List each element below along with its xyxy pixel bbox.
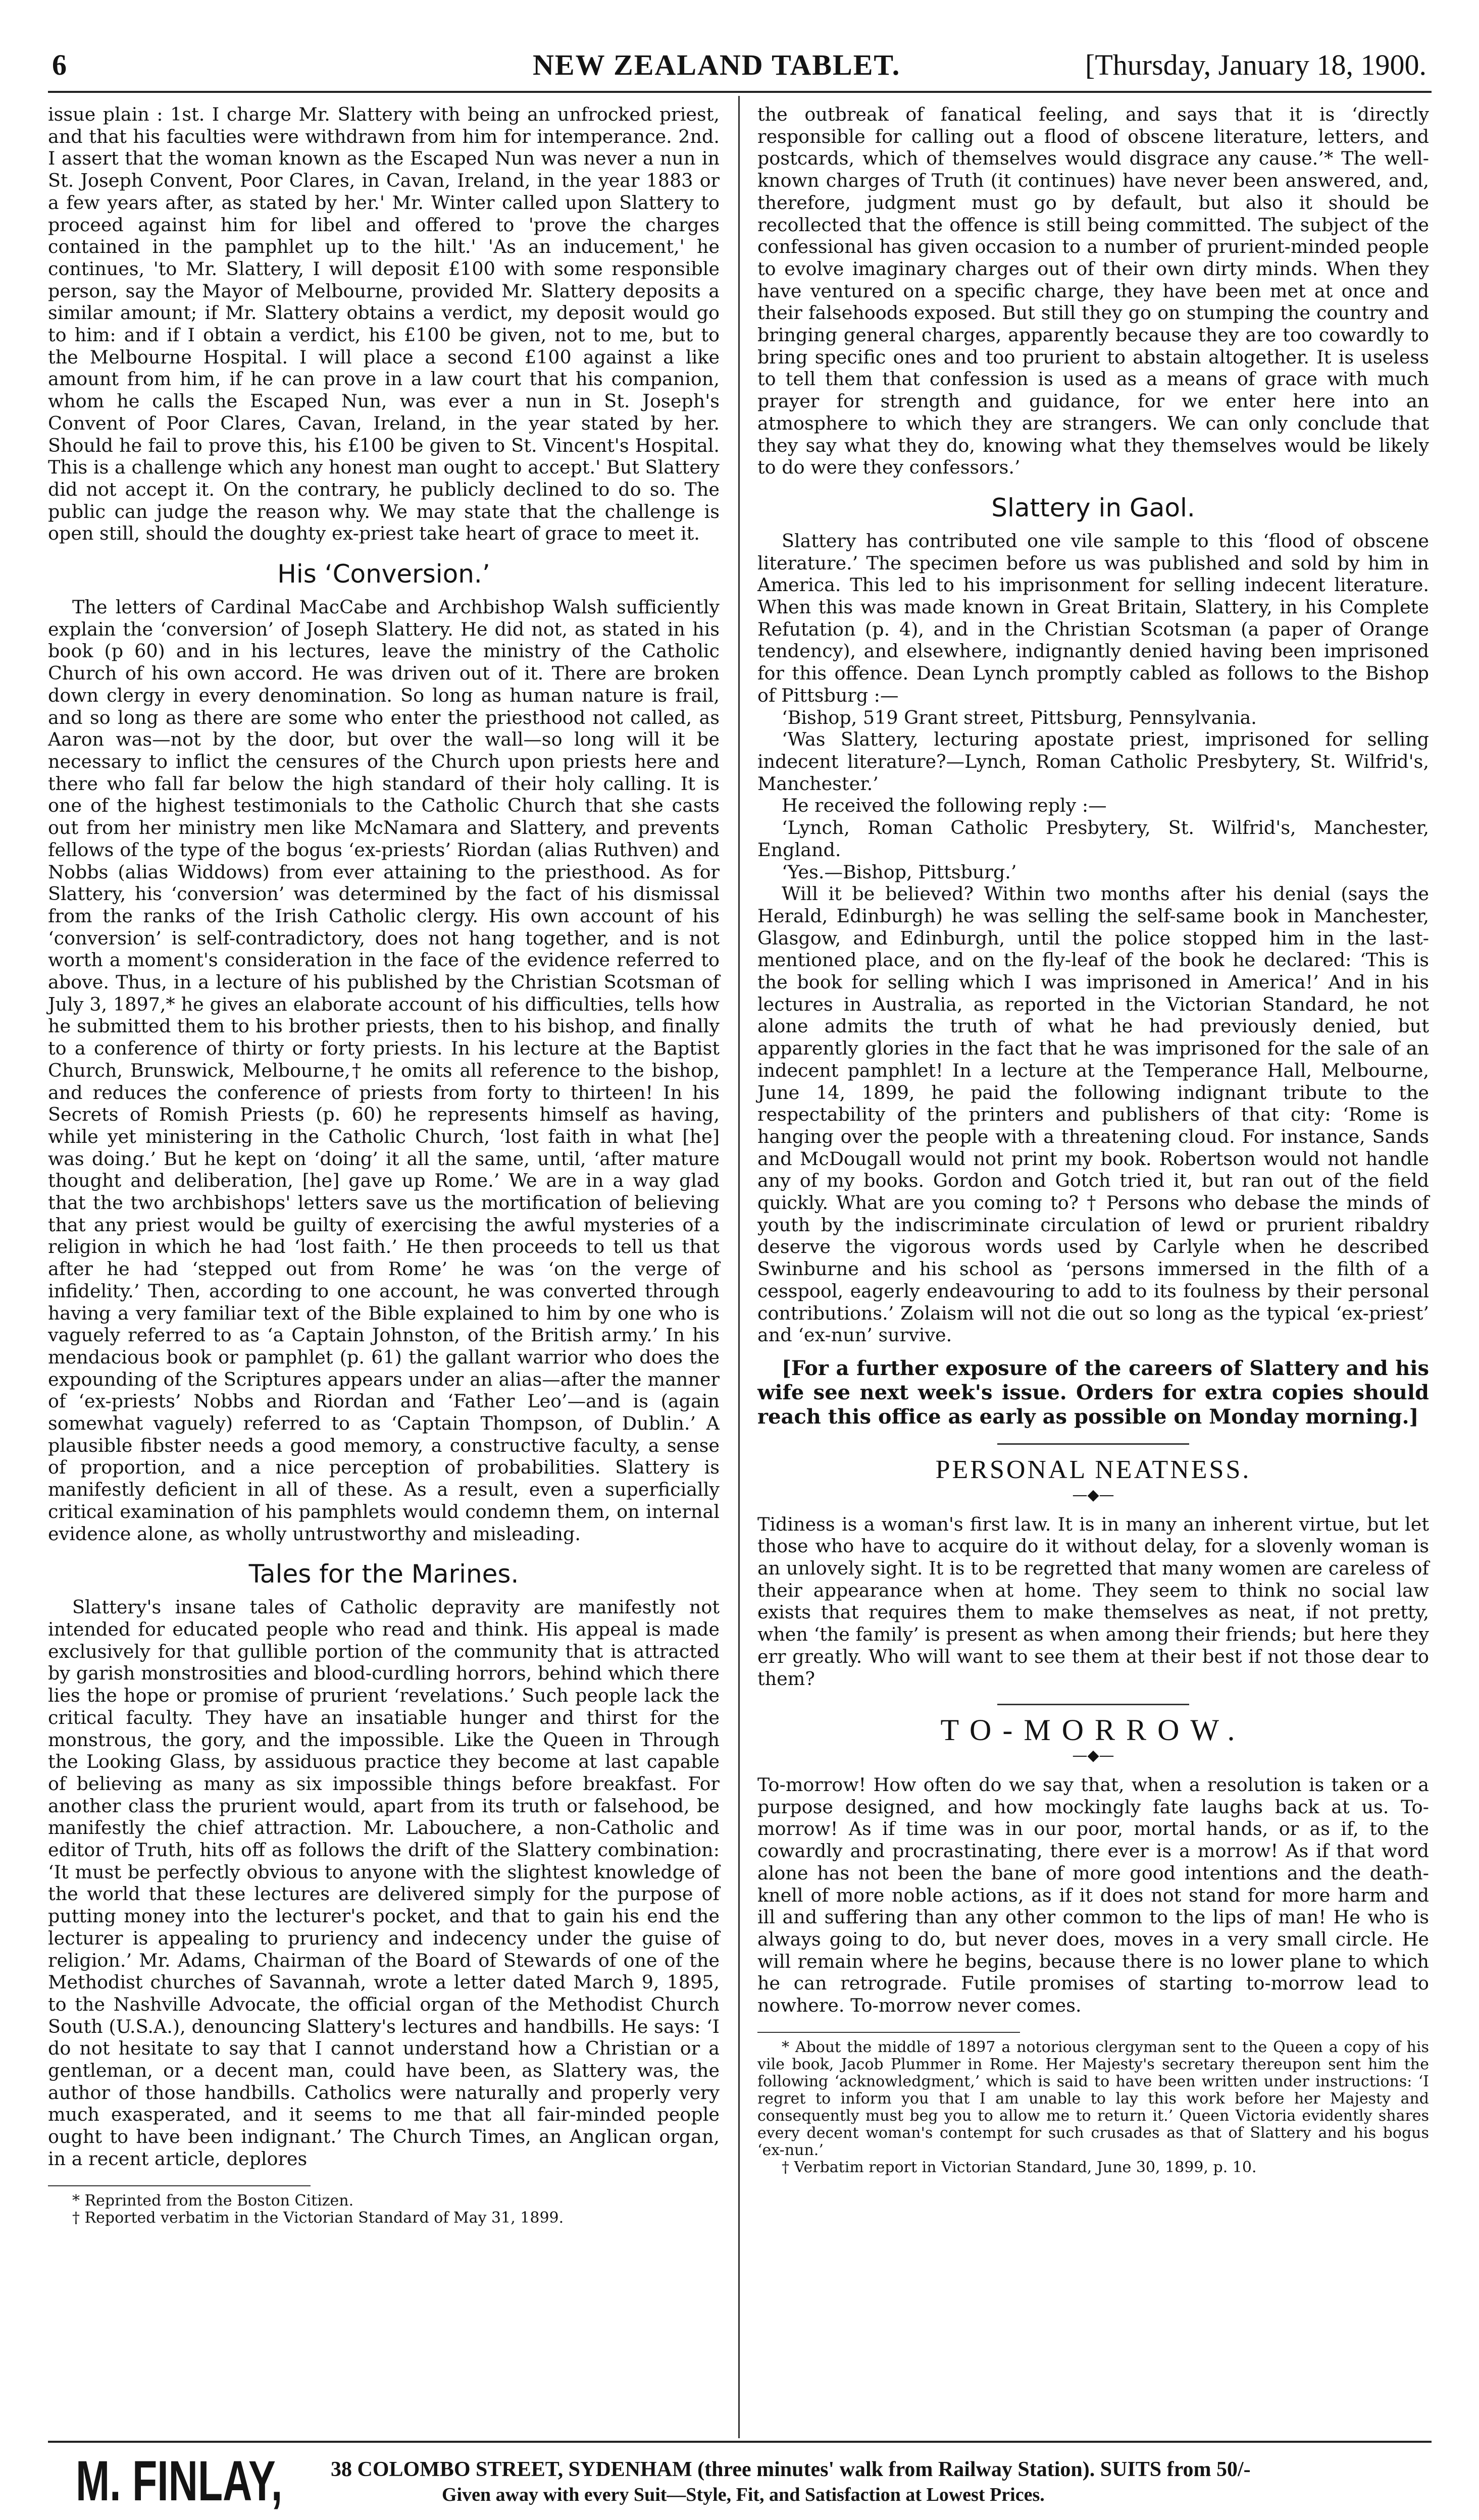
gaol-paragraph: He received the following reply :—: [782, 795, 1107, 817]
gaol-paragraph: ‘Yes.—Bishop, Pittsburg.’: [782, 861, 1017, 883]
section-rule: [997, 1704, 1189, 1705]
marines-heading: Tales for the Marines.: [248, 1559, 519, 1589]
gaol-paragraph: ‘Was Slattery, lecturing apostate priest, imprisoned for selling indecent literature?—Lynch, Roman Catholic Presbytery, St. Wilfrid's, Manchester.’: [757, 728, 1429, 795]
gaol-paragraph: Will it be believed? Within two months after his denial (says the Herald, Edinburgh) he was selling the self-same book in Manchester, Glasgow, and Edinburgh, until the police stopped him in the last-mentioned place, and on the fly-leaf of the book he declared: ‘This is the book for selling which I was imprisoned in America!’ And in his lectures in Australia, as reported in the Victorian Standard, he not alone admits the truth of what he had previously denied, but apparently glories in the fact that he was imprisoned for the sale of an indecent pamphlet! In a lecture at the Temperance Hall, Melbourne, June 14, 1899, he paid the following indignant tribute to the respectability of the printers and publishers of that city: ‘Rome is hanging over the people with a threatening cloud. For instance, Sands and McDougall would not print my book. Robertson would not handle any of my books. Gordon and Gotch tried it, but ran out of the field quickly. What are you coming to? † Persons who debase the minds of youth by the indiscriminate circulation of lewd or prurient ribaldry deserve the vigorous words used by Carlyle when he described Swinburne and his school as ‘persons immersed in the filth of a cesspool, eagerly endeavouring to add to its foulness by their personal contributions.’ Zolaism will not die out so long as the typical ‘ex-priest’ and ‘ex-nun’ survive.: [757, 883, 1429, 1346]
left-column: [48, 103, 720, 2227]
ornament-icon: —◆—: [1072, 1486, 1114, 1504]
challenge-paragraph: issue plain : 1st. I charge Mr. Slattery with being an unfrocked priest, and that his faculties were withdrawn from him for intemperance. 2nd. I assert that the woman known as the Escaped Nun was never a nun in St. Joseph Convent, Poor Clares, in Cavan, Ireland, in the year 1883 or a few years after, as stated by her.' Mr. Winter called upon Slattery to proceed against him for libel and offered to 'prove the charges contained in the pamphlet up to the hilt.' 'As an inducement,' he continues, 'to Mr. Slattery, I will deposit £100 with some responsible person, say the Mayor of Melbourne, provided Mr. Slattery deposits a similar amount; if Mr. Slattery obtains a verdict, my deposit would go to him: and if I obtain a verdict, his £100 be given, not to me, but to the Melbourne Hospital. I will place a second £100 against a like amount from him, if he can prove in a law court that his companion, whom he calls the Escaped Nun, was ever a nun in St. Joseph's Convent of Poor Clares, Cavan, Ireland, in the year stated by her. Should he fail to prove this, his £100 be given to St. Vincent's Hospital. This is a challenge which any honest man ought to accept.' But Slattery did not accept it. On the contrary, he publicly declined to do so. The public can judge the reason why. We may state that the challenge is open still, should the doughty ex-priest take heart of grace to meet it.: [48, 103, 720, 545]
conversion-paragraph: The letters of Cardinal MacCabe and Archbishop Walsh sufficiently explain the ‘conversion’ of Joseph Slattery. He did not, as stated in his book (p 60) and in his lectures, leave the ministry of the Catholic Church of his own accord. He was driven out of it. There are broken down clergy in every denomination. So long as human nature is frail, and so long as there are some who enter the priesthood not called, as Aaron was—not by the door, but over the wall—so long will it be necessary to inflict the censures of the Church upon priests here and there who fall far below the high standard of their holy calling. It is one of the highest testimonials to the Catholic Church that she casts out from her ministry men like McNamara and Slattery, and prevents fellows of the type of the bogus ‘ex-priests’ Riordan (alias Ruthven) and Nobbs (alias Widdows) from ever attaining to the priesthood. As for Slattery, his ‘conversion’ was determined by the fact of his dismissal from the ranks of the Irish Catholic clergy. His own account of his ‘conversion’ is self-contradictory, does not hang together, and is not worth a moment's consideration in the face of the evidence referred to above. Thus, in a lecture of his published by the Christian Scotsman of July 3, 1897,* he gives an elaborate account of his difficulties, tells how he submitted them to his brother priests, then to his bishop, and finally to a conference of thirty or forty priests. In his lecture at the Baptist Church, Brunswick, Melbourne,† he omits all reference to the bishop, and reduces the conference of priests from forty to thirteen! In his Secrets of Romish Priests (p. 60) he represents himself as having, while yet ministering in the Catholic Church, ‘lost faith in what [he] was doing.’ But he kept on ‘doing’ it all the same, until, ‘after mature thought and deliberation, [he] gave up Rome.’ We are in a way glad that the two archbishops' letters save us the mortification of believing that any priest would be guilty of exercising the awful mysteries of a religion in which he had ‘lost faith.’ He then proceeds to tell us that after he had ‘stepped out from Rome’ he was ‘on the verge of infidelity.’ Then, according to one account, he was converted through having a very familiar text of the Bible explained to him by one who is vaguely referred to as ‘a Captain Johnston, of the British army.’ In his mendacious book or pamphlet (p. 61) the gallant warrior who does the expounding of the Scriptures appears under an alias—after the manner of ‘ex-priests’ Nobbs and Riordan and ‘Father Leo’—and is (again somewhat vaguely) referred to as ‘Captain Thompson, of Dublin.’ A plausible fibster needs a good memory, a constructive faculty, a sense of proportion, and a nice perception of probabilities. Slattery is manifestly deficient in all of these. As a result, even a superficially critical examination of his pamphlets would condemn them, on internal evidence alone, as wholly untrustworthy and misleading.: [48, 596, 720, 1545]
neatness-paragraph: Tidiness is a woman's first law. It is in many an inherent virtue, but let those who have to acquire do it without delay, for a slovenly woman is an unlovely sight. It is to be regretted that many women are careless of their appearance when at home. They seem to think no social law exists that requires them to make themselves as neat, if not pretty, when ‘the family’ is present as when among their friends; but here they err greatly. Who will want to see them at their best if not those dear to them?: [757, 1513, 1429, 1690]
ornament-icon: —◆—: [1072, 1747, 1114, 1764]
column-divider: [738, 96, 740, 2438]
footnote: * About the middle of 1897 a notorious clergyman sent to the Queen a copy of his vile book, Jacob Plummer in Rome. Her Majesty's secretary thereupon sent him the following ‘acknowledgment,’ which is said to have been written under instructions: ‘I regret to inform you that I am unable to lay this work before her Majesty and consequently must beg you to allow me to return it.’ Queen Victoria evidently shares every decent woman's contempt for such crusades as that of Slattery and his bogus ‘ex-nun.’: [757, 2038, 1429, 2159]
page-number: 6: [52, 48, 67, 81]
page-header: [48, 48, 1432, 86]
newspaper-title: NEW ZEALAND TABLET.: [533, 48, 901, 81]
footer-rule: [48, 2441, 1432, 2443]
editor-note: [For a further exposure of the careers of Slattery and his wife see next week's issue. Orders for extra copies should reach this office as early as possible on Monday morning.]: [757, 1356, 1429, 1429]
gaol-heading: Slattery in Gaol.: [991, 493, 1195, 522]
morrow-paragraph: To-morrow! How often do we say that, when a resolution is taken or a purpose designed, and how mockingly fate laughs back at us. To-morrow! As if time was in our poor, mortal hands, or as if, to the cowardly and procrastinating, there ever is a morrow! As if that word alone has not been the bane of more good intentions and the death-knell of more noble actions, as if it does not stand for more harm and ill and suffering than any other common to the lips of man! He who is always going to do, but never does, moves in a very small circle. He will remain where he begins, because there is no lower plane to which he can retrograde. Futile promises of starting to-morrow lead to nowhere. To-morrow never comes.: [757, 1774, 1429, 2017]
morrow-heading: TO-MORROW.: [940, 1713, 1246, 1747]
footnote-rule: [757, 2032, 1020, 2033]
right-column: [757, 103, 1429, 2176]
footnote: † Verbatim report in Victorian Standard, June 30, 1899, p. 10.: [782, 2158, 1257, 2176]
footnote: † Reported verbatim in the Victorian Standard of May 31, 1899.: [72, 2209, 564, 2227]
gaol-paragraph: ‘Lynch, Roman Catholic Presbytery, St. Wilfrid's, Manchester, England.: [757, 817, 1429, 861]
gaol-paragraph: Slattery has contributed one vile sample to this ‘flood of obscene literature.’ The specimen before us was published and sold by him in America. This led to his imprisonment for selling indecent literature. When this was made known in Great Britain, Slattery, in his Complete Refutation (p. 4), and in the Christian Scotsman (a paper of Orange tendency), and elsewhere, indignantly denied having been imprisoned for this offence. Dean Lynch promptly cabled as follows to the Bishop of Pittsburg :—: [757, 530, 1429, 706]
advertisement: [48, 2449, 1432, 2514]
neatness-heading: PERSONAL NEATNESS.: [935, 1455, 1251, 1484]
conversion-heading: His ‘Conversion.’: [277, 559, 490, 589]
church-times-paragraph: the outbreak of fanatical feeling, and says that it is ‘directly responsible for calling out a flood of obscene literature, letters, and postcards, which of themselves would disgrace any cause.’* The well-known charges of Truth (it continues) have never been answered, and, therefore, judgment must go by default, but also it should be recollected that the offence is still being committed. The subject of the confessional has given occasion to a number of prurient-minded people to evolve imaginary charges out of their own dirty minds. When they have ventured on a specific charge, they have been met at once and their falsehoods exposed. But still they go on stumping the country and bringing general charges, apparently because they are too cowardly to bring specific ones and too prurient to abstain altogether. It is useless to tell them that confession is used as a means of grace with much prayer for strength and guidance, for we enter here into an atmosphere to which they are strangers. We can only conclude that they say what they do, knowing what they themselves would be likely to do were they confessors.’: [757, 103, 1429, 479]
issue-date: [Thursday, January 18, 1900.: [1085, 48, 1426, 81]
marines-paragraph: Slattery's insane tales of Catholic depravity are manifestly not intended for educated people who read and think. His appeal is made exclusively for that gullible portion of the community that is attracted by garish monstrosities and blood-curdling horrors, behind which there lies the hope or promise of prurient ‘revelations.’ Such people lack the critical faculty. They have an insatiable hunger and thirst for the monstrous, the gory, and the impossible. Like the Queen in Through the Looking Glass, by assiduous practice they become at last capable of believing as many as six impossible things before breakfast. For another class the prurient would, apart from its truth or falsehood, be manifestly the chief attraction. Mr. Labouchere, a non-Catholic and editor of Truth, hits off as follows the drift of the Slattery combination: ‘It must be perfectly obvious to anyone with the slightest knowledge of the world that these lectures are delivered simply for the purpose of putting money into the lecturer's pocket, and that to gain his end the lecturer is appealing to pruriency and indecency under the guise of religion.’ Mr. Adams, Chairman of the Board of Stewards of one of the Methodist churches of Savannah, wrote a letter dated March 9, 1895, to the Nashville Advocate, the official organ of the Methodist Church South (U.S.A.), denouncing Slattery's lectures and handbills. He says: ‘I do not hesitate to say that I cannot understand how a Christian or a gentleman, or a decent man, could have been, as Slattery was, the author of those handbills. Catholics were naturally and properly very much exasperated, and it seems to me that all fair-minded people ought to have been indignant.’ The Church Times, an Anglican organ, in a recent article, deplores: [48, 1596, 720, 2170]
ad-address: 38 COLOMBO STREET, SYDENHAM (three minutes' walk from Railway Station). SUITS from 50/-: [331, 2458, 1251, 2481]
advertiser-name: M. FINLAY,: [76, 2449, 283, 2512]
section-rule: [997, 1443, 1189, 1445]
header-rule: [48, 91, 1432, 93]
footnote: * Reprinted from the Boston Citizen.: [72, 2191, 354, 2210]
footnote-rule: [48, 2185, 311, 2186]
gaol-paragraph: ‘Bishop, 519 Grant street, Pittsburg, Pennsylvania.: [782, 706, 1257, 728]
ad-tagline: Given away with every Suit—Style, Fit, and Satisfaction at Lowest Prices.: [442, 2484, 1045, 2505]
